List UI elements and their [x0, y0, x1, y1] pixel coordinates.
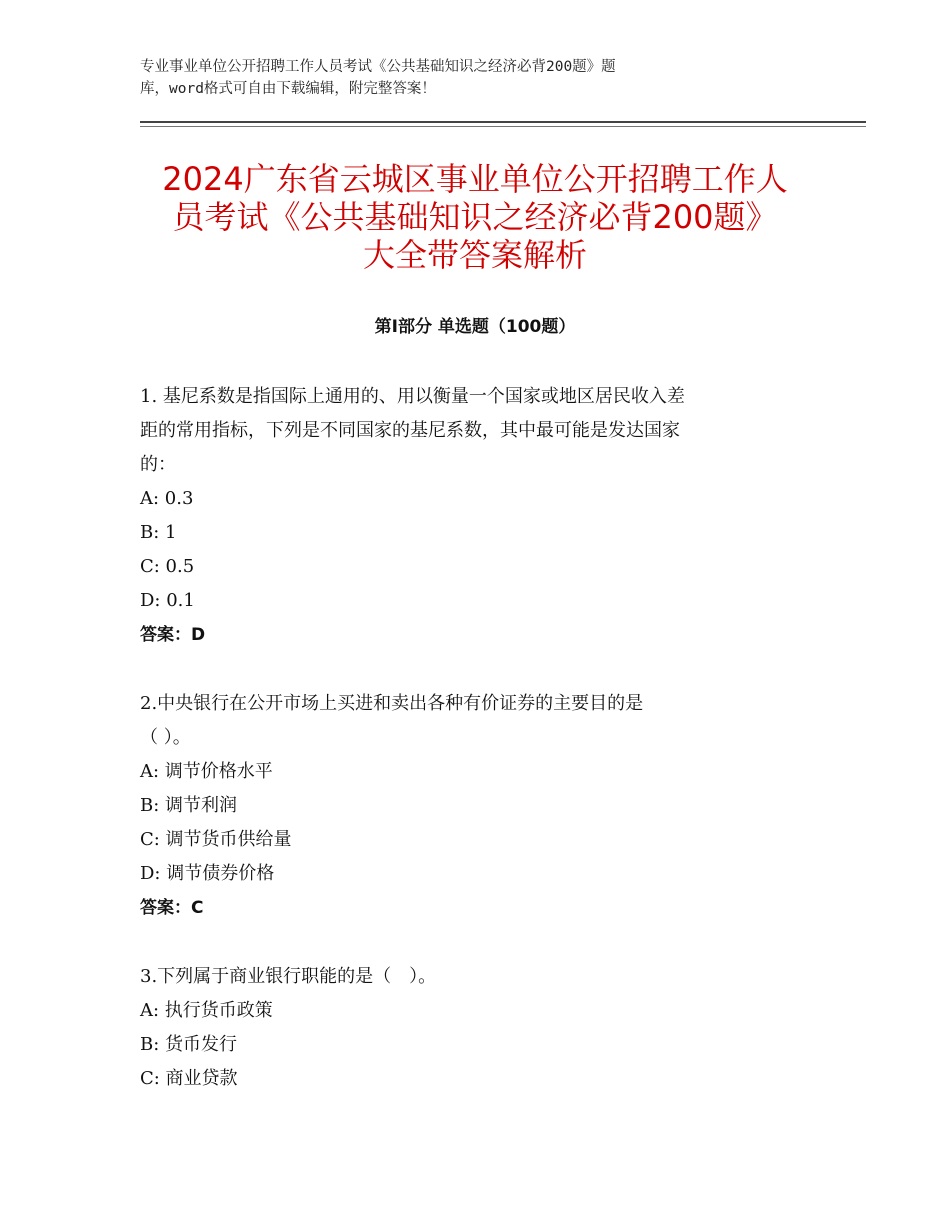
question-stem-line: （ ）。 [140, 727, 191, 748]
title-line: 2024广东省云城区事业单位公开招聘工作人 [162, 160, 788, 198]
option-a: A: 调节价格水平 [140, 761, 273, 782]
option-b: B: 货币发行 [140, 1034, 238, 1055]
title-line: 大全带答案解析 [362, 236, 587, 274]
answer: 答案：D [140, 625, 206, 645]
option-b: B: 调节利润 [140, 795, 238, 816]
question-2 [140, 687, 810, 925]
option-d: D: 调节债券价格 [140, 863, 275, 884]
question-1 [140, 380, 810, 652]
option-c: C: 0.5 [140, 556, 195, 577]
header-note [140, 56, 780, 100]
option-a: A: 0.3 [140, 488, 194, 509]
header-note-line: 库，word格式可自由下载编辑，附完整答案！ [140, 81, 436, 97]
question-stem-line: 3.下列属于商业银行职能的是（ ）。 [140, 966, 437, 987]
document-title [100, 160, 850, 274]
section-title: 第Ⅰ部分 单选题（100题） [374, 317, 576, 337]
header-note-line: 专业事业单位公开招聘工作人员考试《公共基础知识之经济必背200题》题 [140, 59, 616, 75]
question-stem-line: 距的常用指标，下列是不同国家的基尼系数，其中最可能是发达国家 [140, 420, 680, 441]
option-c: C: 调节货币供给量 [140, 829, 292, 850]
question-stem-line: 的： [140, 454, 176, 475]
question-3 [140, 960, 810, 1096]
question-stem-line: 2.中央银行在公开市场上买进和卖出各种有价证券的主要目的是 [140, 693, 644, 714]
option-c: C: 商业贷款 [140, 1068, 238, 1089]
question-stem-line: 1. 基尼系数是指国际上通用的、用以衡量一个国家或地区居民收入差 [140, 386, 685, 407]
option-b: B: 1 [140, 522, 177, 543]
title-line: 员考试《公共基础知识之经济必背200题》 [172, 198, 778, 236]
header-divider-thick [140, 121, 866, 123]
option-d: D: 0.1 [140, 590, 195, 611]
header-divider-thin [140, 126, 866, 127]
option-a: A: 执行货币政策 [140, 1000, 273, 1021]
answer: 答案：C [140, 898, 204, 918]
